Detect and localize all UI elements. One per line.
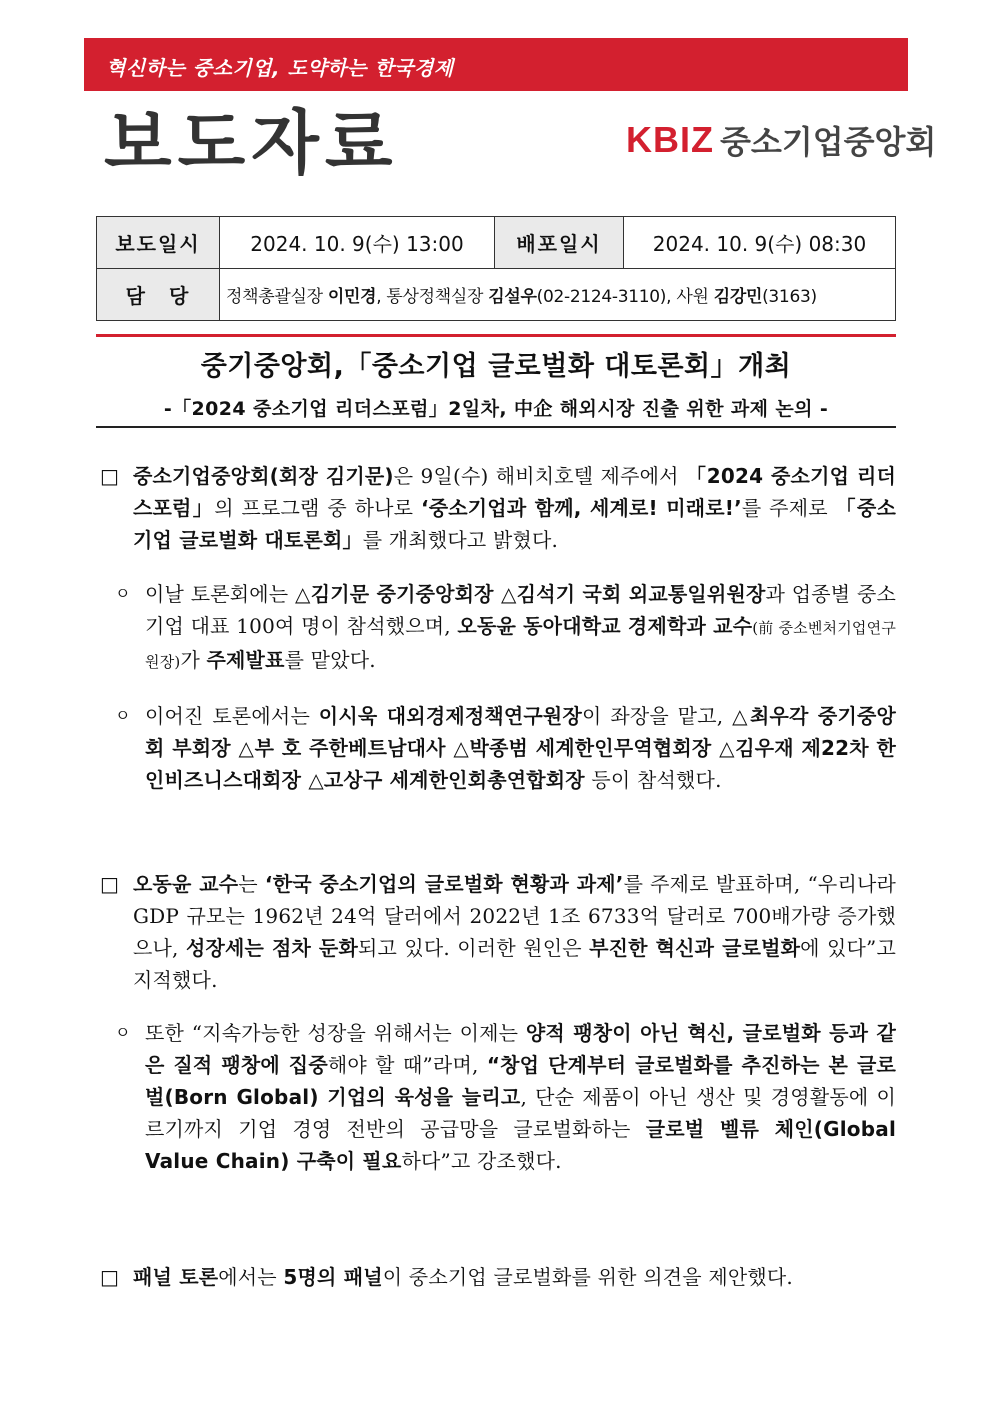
bold-text: 「2024 중소기업 리더스포럼」 — [133, 464, 896, 520]
small-text: (前 중소벤처기업연구원장) — [145, 619, 897, 671]
bold-text: 오동윤 동아대학교 경제학과 교수 — [457, 614, 753, 638]
bold-text: “창업 단계부터 글로벌화를 추진하는 본 글로벌(Born Global) 기업의 육성을 늘리고 — [145, 1053, 896, 1109]
body-text: 해야 할 때”라며, — [327, 1053, 487, 1077]
body-text: 은 9일(수) 해비치호텔 제주에서 — [393, 464, 686, 488]
release-row — [97, 217, 896, 269]
body-text: 에서는 — [218, 1265, 284, 1289]
body-text: 를 주제로 발표하며, “우리나라 GDP 규모는 1962년 24억 달러에서 2022년 1조 6733억 달러로 700배가량 증가했으나, — [133, 872, 897, 960]
paragraph-4 — [133, 868, 896, 996]
body-text: 를 개최했다고 밝혔다. — [362, 528, 559, 552]
headline-bottom-rule — [96, 426, 896, 428]
bold-text: △김기문 중기중앙회장 △김석기 국회 외교통일위원장 — [295, 582, 766, 606]
bold-text: ‘한국 중소기업의 글로벌화 현황과 과제’ — [264, 872, 624, 896]
body-text: 이 좌장을 맡고, — [581, 704, 733, 728]
contact-part: , 통상정책실장 — [376, 287, 489, 307]
kbiz-logo — [626, 118, 936, 162]
slogan-banner — [84, 38, 908, 91]
paragraph-1 — [133, 460, 896, 556]
bold-text: 패널 토론 — [133, 1265, 219, 1289]
bold-text: 성장세는 점차 둔화 — [185, 936, 358, 960]
distribution-date-label: 배포일시 — [495, 217, 624, 269]
circle-bullet: ㅇ — [115, 584, 131, 603]
body-text: , 단순 제품이 아닌 생산 및 경영활동에 이르기까지 기업 경영 전반의 공급망을 글로벌화하는 — [145, 1085, 896, 1141]
subheadline: -「2024 중소기업 리더스포럼」2일차, 中企 해외시장 진출 위한 과제 논의 - — [163, 398, 829, 420]
document-title: 보도자료 — [104, 102, 399, 184]
circle-bullet: ㅇ — [115, 706, 131, 725]
slogan-text: 혁신하는 중소기업, 도약하는 한국경제 — [106, 56, 454, 80]
logo-text: 중소기업중앙회 — [720, 123, 937, 161]
bold-text: △최우각 중기중앙회 부회장 △부 호 주한베트남대사 △박종범 세계한인무역협회장 △김우재 제22차 한인비즈니스대회장 △고상구 세계한인회총연합회장 — [145, 704, 897, 792]
headline: 중기중앙회,「중소기업 글로벌화 대토론회」개최 — [200, 351, 792, 382]
body-text: 하다”고 강조했다. — [401, 1149, 562, 1173]
paragraph-6 — [133, 1261, 896, 1293]
release-date-label: 보도일시 — [97, 217, 220, 269]
bold-text: ‘중소기업과 함께, 세계로! 미래로!’ — [420, 496, 742, 520]
body-text: 를 맡았다. — [284, 648, 376, 672]
bold-text: 5명의 패널 — [283, 1265, 383, 1289]
contact-name: 이민경 — [327, 287, 377, 307]
bold-text: 양적 팽창이 아닌 혁신, 글로벌화 등과 같은 질적 팽창에 집중 — [145, 1021, 896, 1077]
square-bullet: □ — [100, 464, 119, 488]
headline-top-rule — [96, 334, 896, 337]
paragraph-2 — [145, 578, 896, 678]
distribution-date-value: 2024. 10. 9(수) 08:30 — [624, 217, 896, 269]
contact-row — [97, 269, 896, 321]
bold-text: 중소기업중앙회(회장 김기문) — [133, 464, 394, 488]
contact-value — [220, 269, 896, 321]
bold-text: 오동윤 교수 — [133, 872, 239, 896]
body-text: 가 — [180, 648, 207, 672]
body-text: 과 업종별 중소기업 대표 100여 명이 참석했으며, — [145, 582, 896, 638]
logo-mark: KBIZ — [626, 119, 714, 160]
bold-text: 이시욱 대외경제정책연구원장 — [318, 704, 582, 728]
body-text: 에 있다”고 지적했다. — [133, 936, 896, 992]
body-text: 를 주제로 — [741, 496, 836, 520]
contact-name: 김강민 — [713, 287, 763, 307]
release-date-value: 2024. 10. 9(수) 13:00 — [220, 217, 495, 269]
bold-text: 부진한 혁신과 글로벌화 — [589, 936, 801, 960]
paragraph-3 — [145, 700, 896, 796]
body-text: 이 중소기업 글로벌화를 위한 의견을 제안했다. — [382, 1265, 793, 1289]
body-text: 이날 토론회에는 — [145, 582, 296, 606]
bold-text: 「중소기업 글로벌화 대토론회」 — [133, 496, 896, 552]
body-text: 되고 있다. 이러한 원인은 — [357, 936, 590, 960]
contact-name: 김설우 — [488, 287, 537, 307]
body-text: 의 프로그램 중 하나로 — [214, 496, 421, 520]
body-text: 이어진 토론에서는 — [145, 704, 319, 728]
contact-part: (02-2124-3110), 사원 — [536, 287, 714, 307]
bold-text: 글로벌 벨류 체인(Global Value Chain) 구축이 필요 — [145, 1117, 897, 1173]
body-text: 는 — [238, 872, 265, 896]
body-text: 등이 참석했다. — [584, 768, 722, 792]
bold-text: 주제발표 — [206, 648, 285, 672]
paragraph-5 — [145, 1017, 896, 1177]
contact-label: 담 당 — [97, 269, 220, 321]
square-bullet: □ — [100, 1265, 119, 1289]
contact-part: 정책총괄실장 — [226, 287, 328, 307]
square-bullet: □ — [100, 872, 119, 896]
circle-bullet: ㅇ — [115, 1023, 131, 1042]
contact-part: (3163) — [762, 287, 817, 307]
release-info-table — [96, 216, 896, 321]
body-text: 또한 “지속가능한 성장을 위해서는 이제는 — [145, 1021, 526, 1045]
